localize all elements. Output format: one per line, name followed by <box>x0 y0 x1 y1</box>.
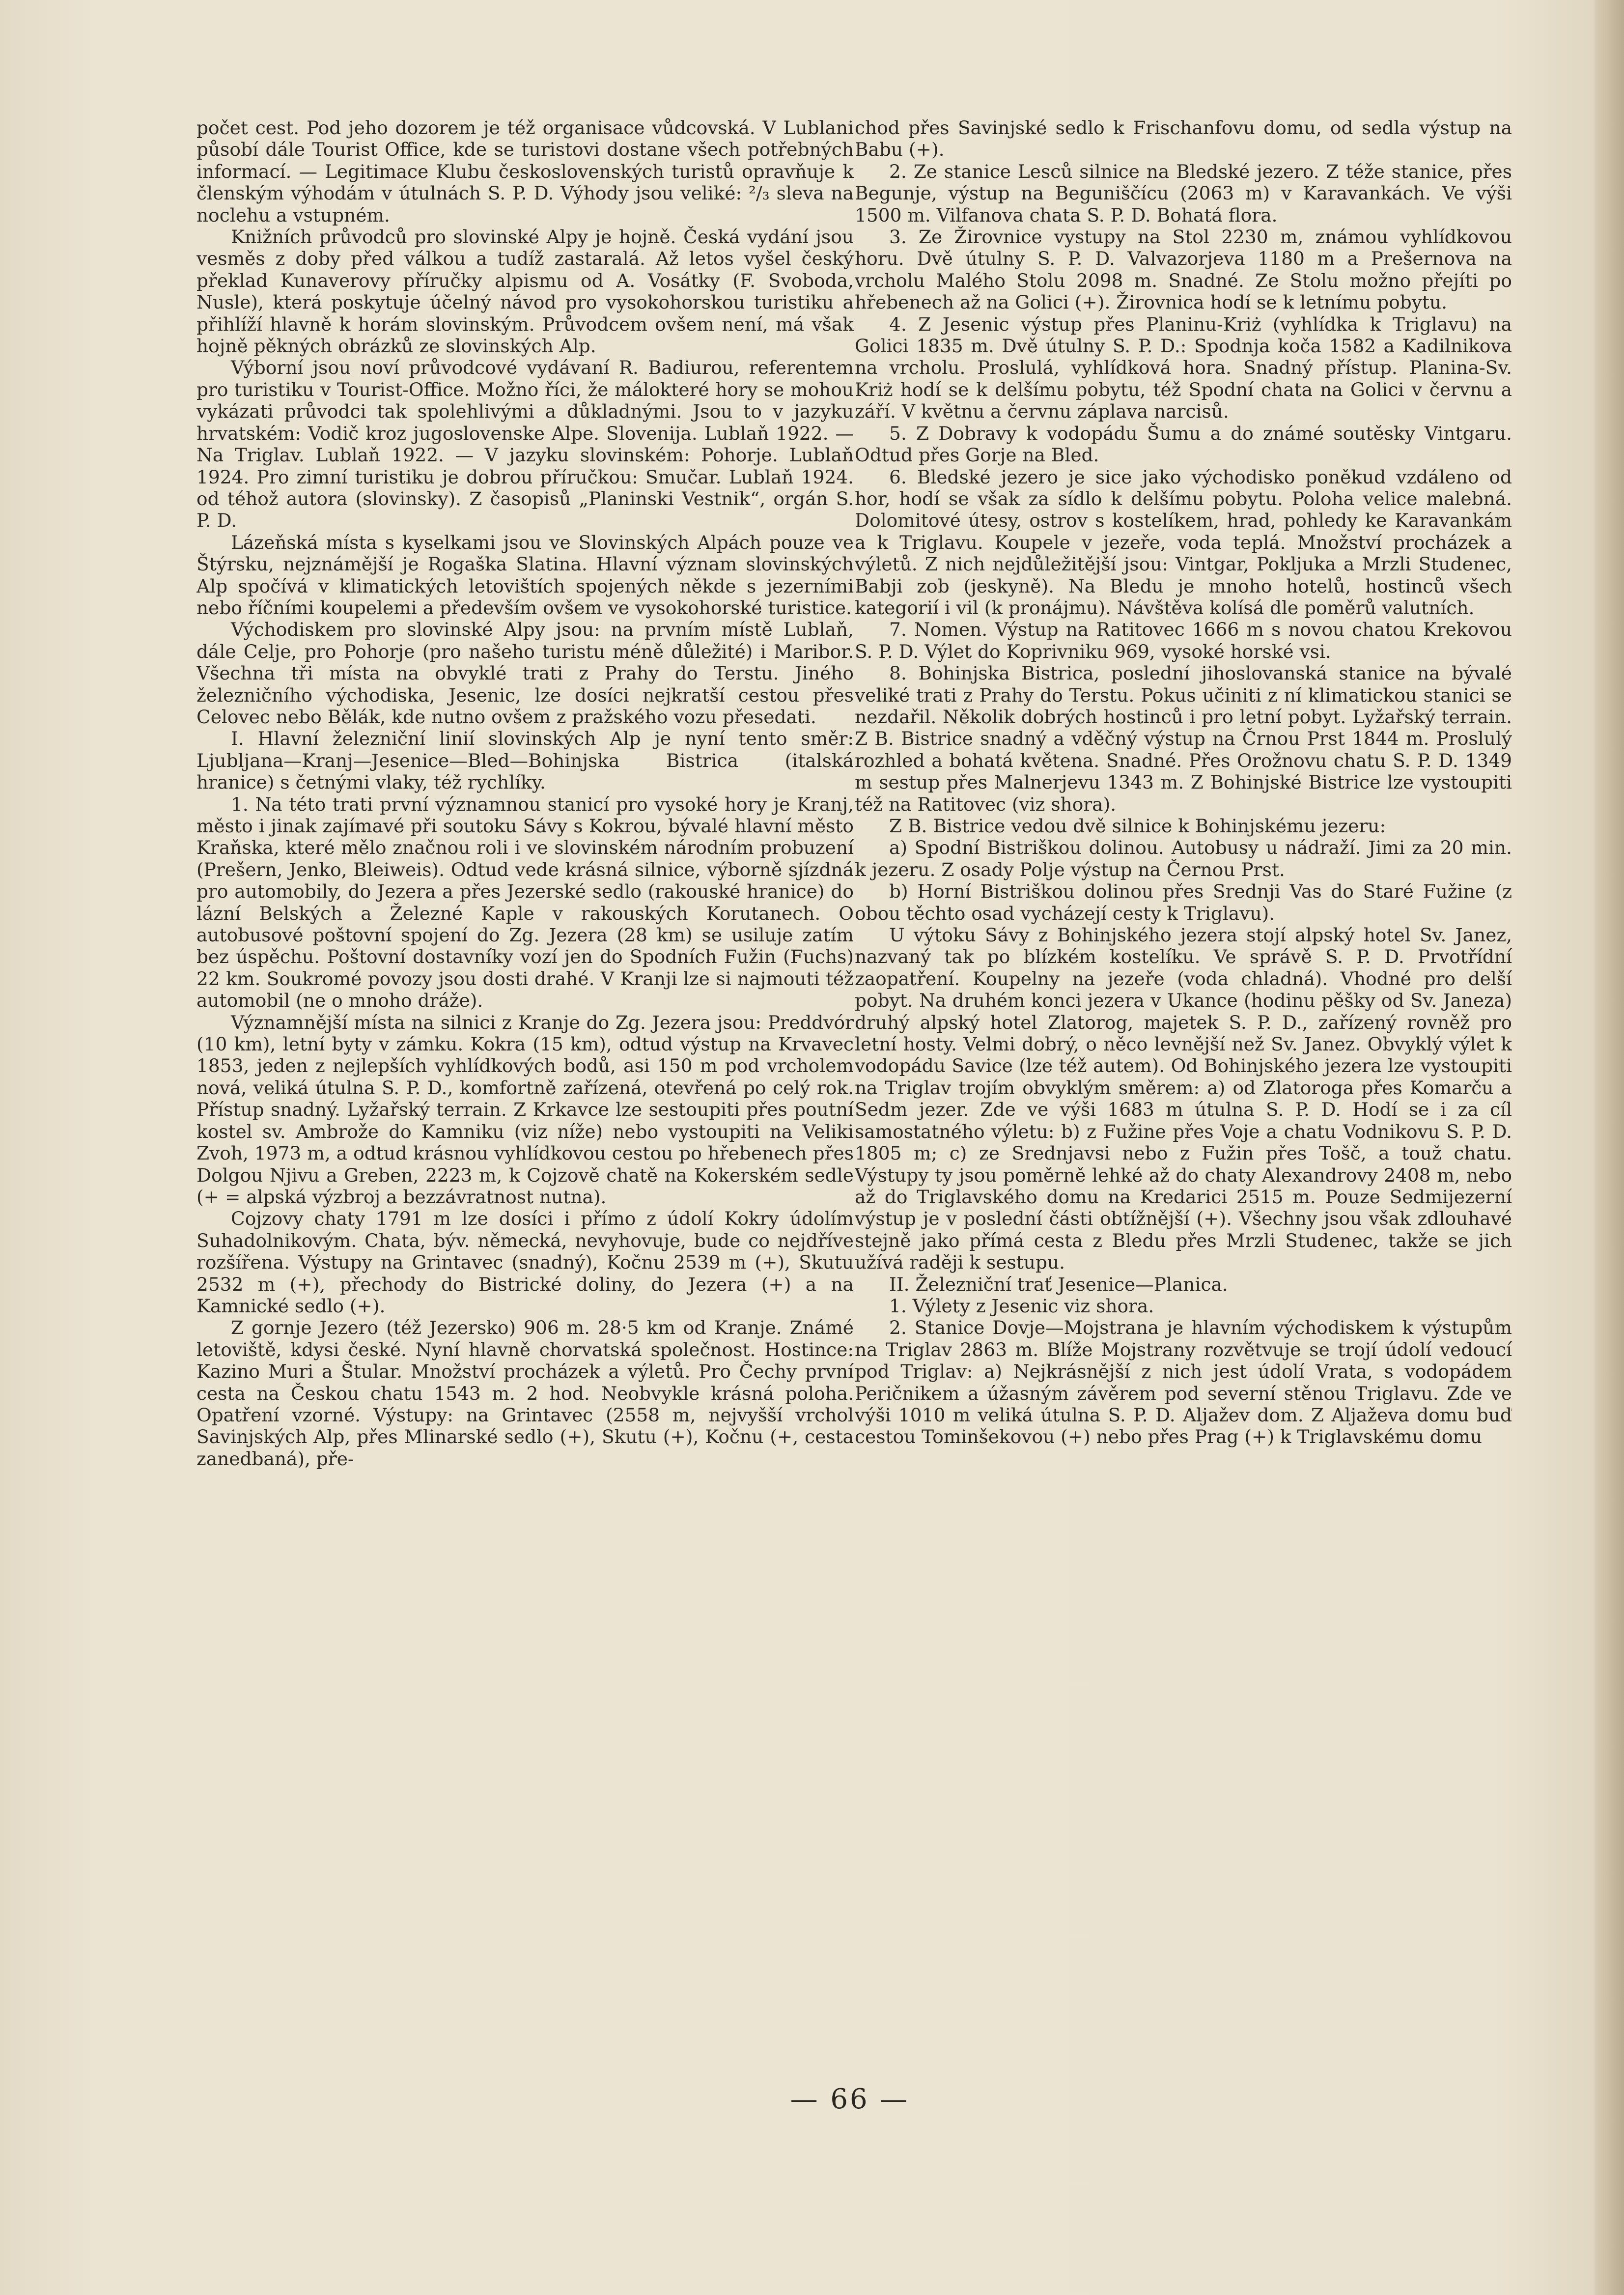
paragraph: 5. Z Dobravy k vodopádu Šumu a do známé soutěsky Vintgaru. Odtud přes Gorje na Bled. <box>855 422 1512 466</box>
paragraph: Z B. Bistrice vedou dvě silnice k Bohinjskému jezeru: <box>889 815 1386 837</box>
section-heading: II. Železniční trať Jesenice—Planica. <box>889 1273 1228 1295</box>
paragraph: 8. Bohinjska Bistrica, poslední jihoslovanská stanice na bývalé veliké trati z Prahy do Terstu. Pokus učiniti z ní klimatickou stanici se nezdařil. Několik dobrých hostinců i pro letní pobyt. Lyžařský terrain. Z B. Bistrice snadný a vděčný výstup na Črnou Prst 1844 m. Proslulý rozhled a bohatá květena. Snadné. Přes Orožnovu chatu S. P. D. 1349 m sestup přes Malnerjevu 1343 m. Z Bohinjské Bistrice lze vystoupiti též na Ratitovec (viz shora). <box>855 662 1512 815</box>
paragraph: Významnější místa na silnici z Kranje do Zg. Jezera jsou: Preddvór (10 km), letní byty v zámku. Kokra (15 km), odtud výstup na Krvavec 1853, jeden z nejlepších vyhlídkových bodů, asi 150 m pod vrcholem nová, veliká útulna S. P. D., komfortně zařízená, otevřená po celý rok. Přístup snadný. Lyžařský terrain. Z Krkavce lze sestoupiti přes poutní kostel sv. Ambrože do Kamniku (viz níže) nebo vystoupiti na Veliki Zvoh, 1973 m, a odtud krásnou vyhlídkovou cestou po hřebenech přes Dolgou Njivu a Greben, 2223 m, k Cojzově chatě na Kokerském sedle (+ = alpská výzbroj a bezzávratnost nutna). <box>196 1011 854 1208</box>
paragraph: 2. Ze stanice Lesců silnice na Bledské jezero. Z téže stanice, přes Begunje, výstup na Beguniščícu (2063 m) v Karavankách. Ve výši 1500 m. Vilfanova chata S. P. D. Bohatá flora. <box>855 160 1512 226</box>
paragraph: Východiskem pro slovinské Alpy jsou: na prvním místě Lublaň, dále Celje, pro Pohorje (pro našeho turistu méně důležité) i Maribor. Všechna tři místa na obvyklé trati z Prahy do Terstu. Jiného železničního východiska, Jesenic, lze dosíci nejkratší cestou přes Celovec nebo Bělák, kde nutno ovšem z pražského vozu přesedati. <box>196 619 854 728</box>
left-column <box>196 117 854 2107</box>
paragraph: 6. Bledské jezero je sice jako východisko poněkud vzdáleno od hor, hodí se však za sídlo k delšímu pobytu. Poloha velice malebná. Dolomitové útesy, ostrov s kostelíkem, hrad, pohledy ke Karavankám a k Triglavu. Koupele v jezeře, voda teplá. Množství procházek a výletů. Z nich nejdůležitější jsou: Vintgar, Pokljuka a Mrzli Studenec, Babji zob (jeskyně). Na Bledu je mnoho hotelů, hostinců všech kategorií i vil (k pronájmu). Návštěva kolísá dle poměrů valutních. <box>855 466 1512 619</box>
right-column <box>855 117 1512 2107</box>
paragraph: a) Spodní Bistriškou dolinou. Autobusy u nádraží. Jimi za 20 min. k jezeru. Z osady Polje výstup na Černou Prst. <box>855 837 1512 880</box>
paragraph: 1. Výlety z Jesenic viz shora. <box>889 1295 1154 1317</box>
paragraph: 7. Nomen. Výstup na Ratitovec 1666 m s novou chatou Krekovou S. P. D. Výlet do Koprivniku 969, vysoké horské vsi. <box>855 619 1512 662</box>
paragraph: b) Horní Bistriškou dolinou přes Srednji Vas do Staré Fužine (z obou těchto osad vycházejí cesty k Triglavu). <box>855 880 1512 924</box>
paragraph: Výborní jsou noví průvodcové vydávaní R. Badiurou, referentem pro turistiku v Tourist-Office. Možno říci, že málokteré hory se mohou vykázati průvodci tak spolehlivými a důkladnými. Jsou to v jazyku hrvatském: Vodič kroz jugoslovenske Alpe. Slovenija. Lublaň 1922. — Na Triglav. Lublaň 1922. — V jazyku slovinském: Pohorje. Lublaň 1924. Pro zimní turistiku je dobrou příručkou: Smučar. Lublaň 1924. od téhož autora (slovinsky). Z časopisů „Planinski Vestnik“, orgán S. P. D. <box>196 357 854 532</box>
paragraph: počet cest. Pod jeho dozorem je též organisace vůdcovská. V Lublani působí dále Tourist Office, kde se turistovi dostane všech potřebných informací. — Legitimace Klubu československých turistů opravňuje k členským výhodám v útulnách S. P. D. Výhody jsou veliké: ²/₃ sleva na noclehu a vstupném. <box>196 117 854 226</box>
paragraph: U výtoku Sávy z Bohinjského jezera stojí alpský hotel Sv. Janez, nazvaný tak po blízkém kostelíku. Ve správě S. P. D. Prvotřídní zaopatření. Koupelny na jezeře (voda chladná). Vhodné pro delší pobyt. Na druhém konci jezera v Ukance (hodinu pěšky od Sv. Janeza) druhý alpský hotel Zlatorog, majetek S. P. D., zařízený rovněž pro letní hosty. Velmi dobrý, o něco levnější než Sv. Janez. Obvyklý výlet k vodopádu Savice (lze též autem). Od Bohinjského jezera lze vystoupiti na Triglav trojím obvyklým směrem: a) od Zlatoroga přes Komarču a Sedm jezer. Zde ve výši 1683 m útulna S. P. D. Hodí se i za cíl samostatného výletu: b) z Fužine přes Voje a chatu Vodnikovu S. P. D. 1805 m; c) ze Srednjavsi nebo z Fužin přes Tošč, a touž chatu. Výstupy ty jsou poměrně lehké až do chaty Alexandrovy 2408 m, nebo až do Triglavského domu na Kredarici 2515 m. Pouze Sedmijezerní výstup je v poslední části obtížnější (+). Všechny jsou však zdlouhavé stejně jako přímá cesta z Bledu přes Mrzli Studenec, takže se jich užívá raději k sestupu. <box>855 924 1512 1274</box>
binding-shadow <box>1595 0 1624 2295</box>
page-number: — 66 — <box>790 2083 910 2115</box>
paragraph: Z gornje Jezero (též Jezersko) 906 m. 28·5 km od Kranje. Známé letoviště, kdysi české. Nyní hlavně chorvatská společnost. Hostince: Kazino Muri a Štular. Množství procházek a výletů. Pro Čechy první cesta na Českou chatu 1543 m. 2 hod. Neobvykle krásná poloha. Opatření vzorné. Výstupy: na Grintavec (2558 m, nejvyšší vrchol Savinjských Alp, přes Mlinarské sedlo (+), Skutu (+), Kočnu (+, cesta zanedbaná), pře- <box>196 1317 854 1470</box>
paragraph: 2. Stanice Dovje—Mojstrana je hlavním východiskem k výstupům na Triglav 2863 m. Blíže Mojstrany rozvětvuje se trojí údolí vedoucí pod Triglav: a) Nejkrásnější z nich jest údolí Vrata, s vodopádem Peričnikem a úžasným závěrem pod severní stěnou Triglavu. Zde ve výši 1010 m veliká útulna S. P. D. Aljažev dom. Z Aljaževa domu buď cestou Tominšekovou (+) nebo přes Prag (+) k Triglavskému domu <box>855 1317 1512 1448</box>
paragraph: 4. Z Jesenic výstup přes Planinu-Kriż (vyhlídka k Triglavu) na Golici 1835 m. Dvě útulny S. P. D.: Spodnja koča 1582 a Kadilnikova na vrcholu. Proslulá, vyhlídková hora. Snadný přístup. Planina-Sv. Kriż hodí se k delšímu pobytu, též Spodní chata na Golici v červnu a září. V květnu a červnu záplava narcisů. <box>855 313 1512 423</box>
paragraph: chod přes Savinjské sedlo k Frischanfovu domu, od sedla výstup na Babu (+). <box>855 117 1512 161</box>
paragraph: I. Hlavní železniční linií slovinských Alp je nyní tento směr: Ljubljana—Kranj—Jesenice—Bled—Bohinjska Bistrica (italská hranice) s četnými vlaky, též rychlíky. <box>196 728 854 793</box>
paragraph: Knižních průvodců pro slovinské Alpy je hojně. Česká vydání jsou vesměs z doby před válkou a tudíž zastaralá. Až letos vyšel český překlad Kunaverovy příručky alpismu od A. Vosátky (F. Svoboda, Nusle), která poskytuje účelný návod pro vysokohorskou turistiku a přihlíží hlavně k horám slovinským. Průvodcem ovšem není, má však hojně pěkných obrázků ze slovinských Alp. <box>196 226 854 357</box>
paragraph: 3. Ze Žirovnice vystupy na Stol 2230 m, známou vyhlídkovou horu. Dvě útulny S. P. D. Valvazorjeva 1180 m a Prešernova na vrcholu Malého Stolu 2098 m. Snadné. Ze Stolu možno přejíti po hřebenech až na Golici (+). Žirovnica hodí se k letnímu pobytu. <box>855 226 1512 313</box>
paragraph: Lázeňská místa s kyselkami jsou ve Slovinských Alpách pouze ve Štýrsku, nejznámější je Rogaška Slatina. Hlavní význam slovinských Alp spočívá v klimatických letovištích spojených někde s jezerními nebo říčními koupelemi a především ovšem ve vysokohorské turistice. <box>196 531 854 619</box>
paragraph: Cojzovy chaty 1791 m lze dosíci i přímo z údolí Kokry údolím Suhadolnikovým. Chata, býv. německá, nevyhovuje, bude co nejdříve rozšířena. Výstupy na Grintavec (snadný), Kočnu 2539 m (+), Skutu 2532 m (+), přechody do Bistrické doliny, do Jezera (+) a na Kamnické sedlo (+). <box>196 1208 854 1317</box>
paragraph: 1. Na této trati první významnou stanicí pro vysoké hory je Kranj, město i jinak zajímavé při soutoku Sávy s Kokrou, bývalé hlavní město Kraňska, které mělo značnou roli i ve slovinském národním probuzení (Prešern, Jenko, Bleiweis). Odtud vede krásná silnice, výborně sjízdná pro automobily, do Jezera a přes Jezerské sedlo (rakouské hranice) do lázní Belských a Železné Kaple v rakouských Korutanech. O autobusové poštovní spojení do Zg. Jezera (28 km) se usiluje zatím bez úspěchu. Poštovní dostavníky vozí jen do Spodních Fužin (Fuchs) 22 km. Soukromé povozy jsou dosti drahé. V Kranji lze si najmouti též automobil (ne o mnoho dráže). <box>196 793 854 1012</box>
